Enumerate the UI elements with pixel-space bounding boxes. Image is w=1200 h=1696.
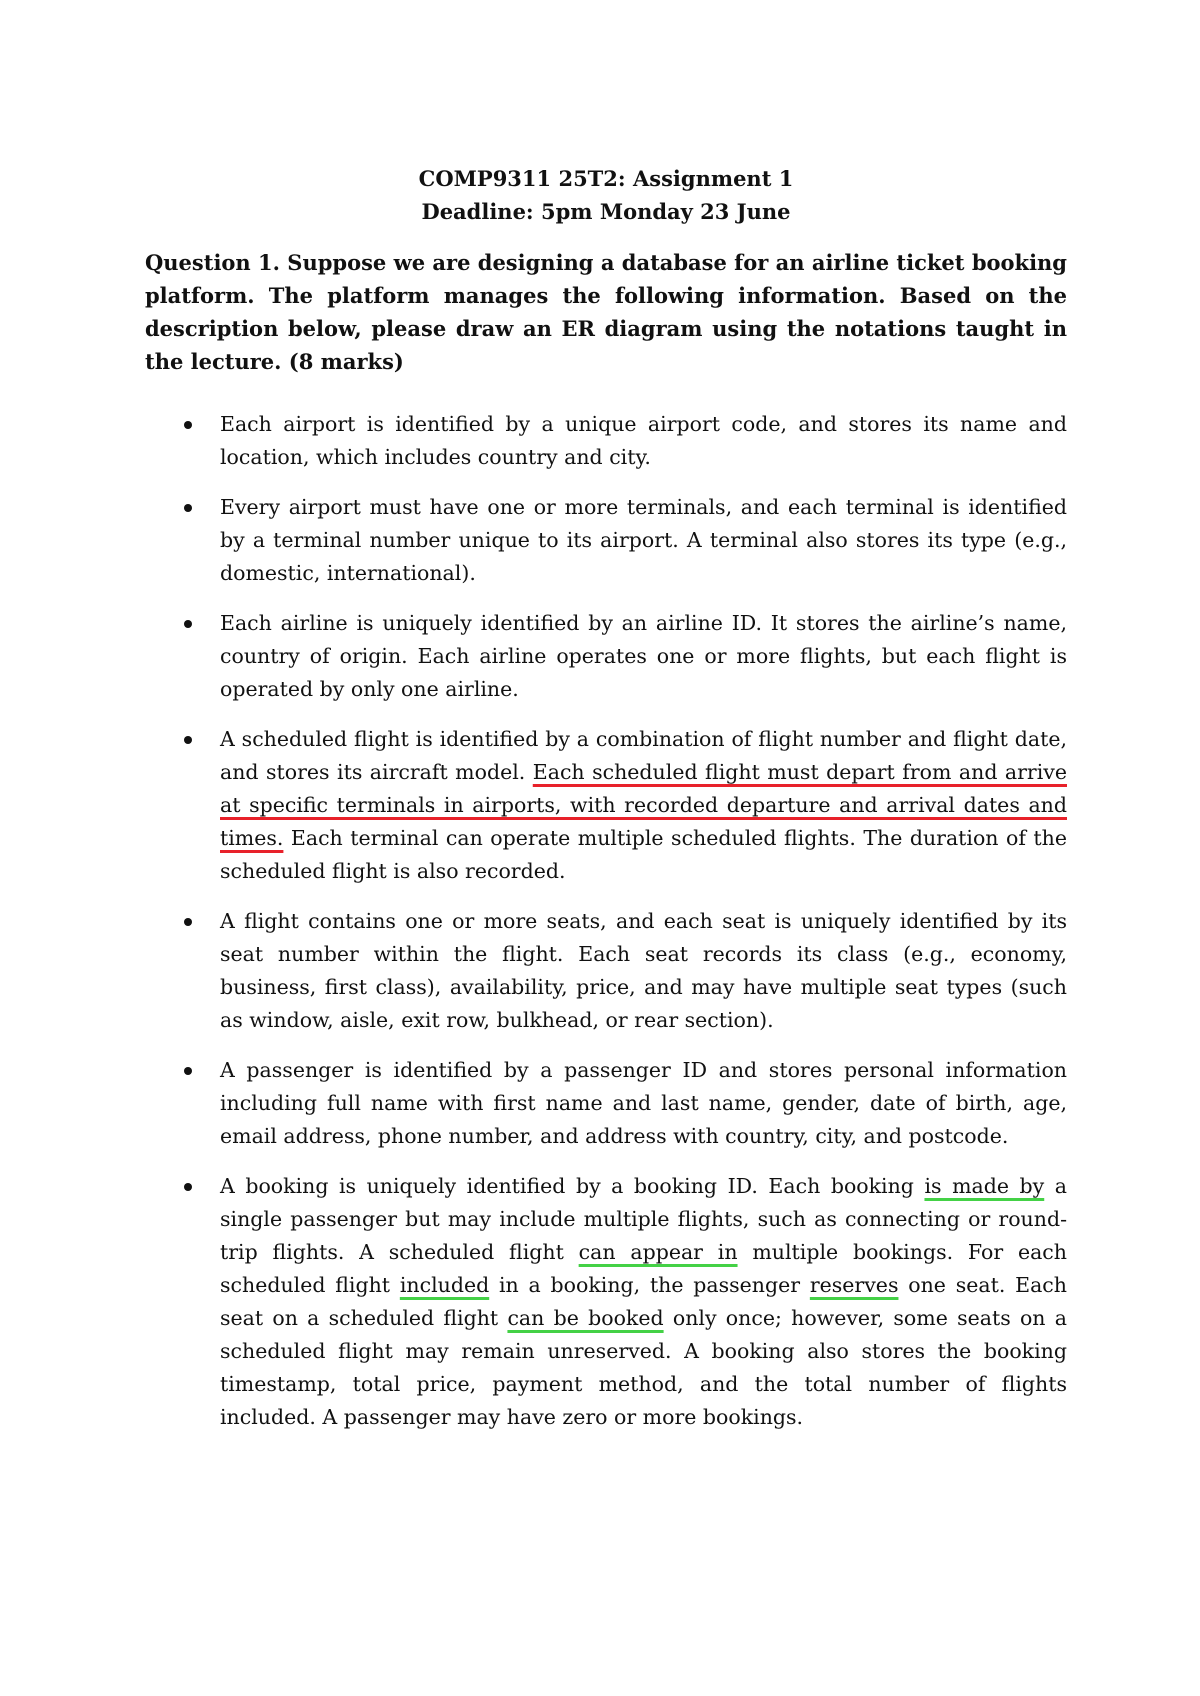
bullet-dot-icon	[184, 421, 192, 429]
bullet-scheduled-flight	[145, 723, 1067, 888]
bullet-text: Each airline is uniquely identified by an airline ID. It stores the airline’s name, country of origin. Each airline operates one or more flights, but each flight is operated by only one airline.	[220, 611, 1067, 701]
bullet-airport	[145, 408, 1067, 474]
bullet-airline	[145, 607, 1067, 706]
green-underlined-text: can be booked	[507, 1306, 664, 1330]
course-title: COMP9311 25T2: Assignment 1	[418, 166, 794, 191]
bullet-text: Every airport must have one or more terminals, and each terminal is identified by a terminal number unique to its airport. A terminal also stores its type (e.g., domestic, international).	[220, 495, 1067, 585]
bullet-text-part: a single passenger but may include multiple flights, such as connecting or round-trip flights. A scheduled flight	[220, 1174, 1067, 1264]
bullet-dot-icon	[184, 620, 192, 628]
bullet-text: Each airport is identified by a unique airport code, and stores its name and location, which includes country and city.	[220, 412, 1067, 469]
deadline: Deadline: 5pm Monday 23 June	[421, 199, 791, 224]
requirements-list	[145, 408, 1067, 1434]
document-page	[145, 162, 1067, 1451]
bullet-text-part: one seat. Each seat on a scheduled flight	[220, 1273, 1067, 1330]
bullet-text: A flight contains one or more seats, and each seat is uniquely identified by its seat number within the flight. Each seat records its class (e.g., economy, business, first class), availability, price, and may have multiple seat types (such as window, aisle, exit row, bulkhead, or rear section).	[220, 909, 1067, 1032]
green-underlined-text: reserves	[809, 1273, 899, 1297]
bullet-text-part: multiple bookings. For each scheduled flight	[220, 1240, 1067, 1297]
question-prompt: Question 1. Suppose we are designing a database for an airline ticket booking platform. The platform manages the following information. Based on the description below, please draw an ER diagram using the notations taught in the lecture. (8 marks)	[145, 250, 1067, 374]
bullet-seat	[145, 905, 1067, 1037]
title-block	[145, 162, 1067, 228]
bullet-text-part: Each terminal can operate multiple scheduled flights. The duration of the scheduled flight is also recorded.	[220, 826, 1067, 883]
bullet-dot-icon	[184, 736, 192, 744]
bullet-dot-icon	[184, 1183, 192, 1191]
red-underlined-text: Each scheduled flight must depart from and arrive at specific terminals in airports, with recorded departure and arrival dates and times.	[220, 760, 1067, 850]
bullet-dot-icon	[184, 1067, 192, 1075]
bullet-booking	[145, 1170, 1067, 1434]
bullet-text-part: in a booking, the passenger	[489, 1273, 810, 1297]
bullet-dot-icon	[184, 504, 192, 512]
bullet-text-part: only once; however, some seats on a scheduled flight may remain unreserved. A booking also stores the booking timestamp, total price, payment method, and the total number of flights included. A passenger may have zero or more bookings.	[220, 1306, 1067, 1429]
bullet-text: A passenger is identified by a passenger ID and stores personal information including full name with first name and last name, gender, date of birth, age, email address, phone number, and address with country, city, and postcode.	[220, 1058, 1067, 1148]
bullet-text-part: A scheduled flight is identified by a combination of flight number and flight date, and stores its aircraft model.	[220, 727, 1067, 784]
green-underlined-text: is made by	[924, 1174, 1045, 1198]
green-underlined-text: can appear in	[578, 1240, 738, 1264]
bullet-dot-icon	[184, 918, 192, 926]
bullet-text-part: A booking is uniquely identified by a booking ID. Each booking	[220, 1174, 925, 1198]
bullet-terminal	[145, 491, 1067, 590]
green-underlined-text: included	[399, 1273, 490, 1297]
bullet-passenger	[145, 1054, 1067, 1153]
